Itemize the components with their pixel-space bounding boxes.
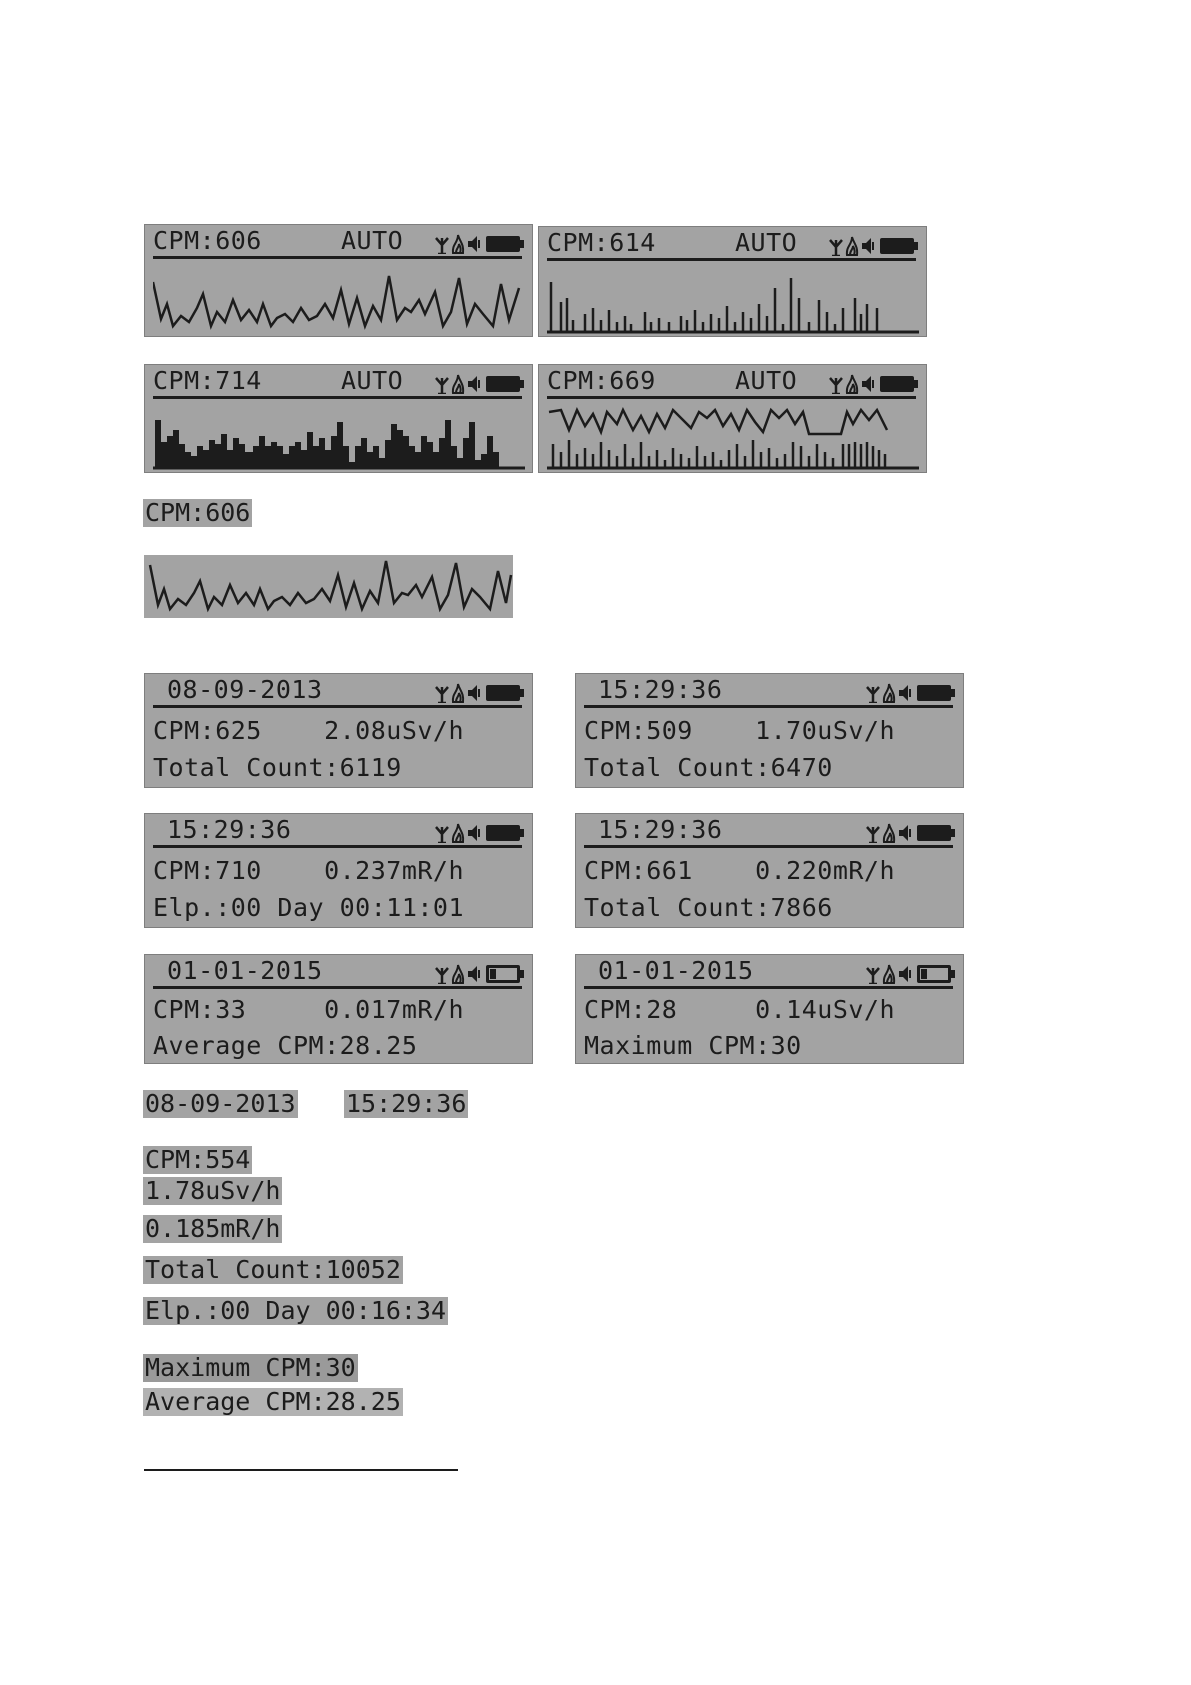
- screen-header: [153, 815, 522, 848]
- cpm-spike-chart: [547, 268, 919, 334]
- average-cpm-snippet: Average CPM:28.25: [145, 1387, 401, 1416]
- cpm-label: CPM:669: [547, 366, 656, 395]
- cpm-history-chart: [153, 264, 525, 334]
- screen-header: [584, 815, 953, 848]
- graph-screen-1: [144, 224, 533, 337]
- status-icons: [866, 823, 951, 843]
- screen-header: [584, 675, 953, 708]
- status-icons: [866, 964, 951, 984]
- status-icons: [829, 374, 914, 394]
- text-screen-2: [575, 673, 964, 788]
- antenna-icon: [866, 823, 880, 843]
- date-snippet: 08-09-2013: [145, 1089, 296, 1118]
- speaker-icon: [467, 374, 481, 394]
- cpm-graph-snippet: [144, 555, 513, 618]
- status-icons: [435, 964, 520, 984]
- screen-header: [153, 226, 522, 259]
- elapsed-snippet: Elp.:00 Day 00:16:34: [145, 1296, 447, 1325]
- speaker-icon: [898, 683, 912, 703]
- cpm-bar-chart: [153, 406, 525, 470]
- flame-icon: [882, 823, 896, 843]
- graph-screen-4: [538, 364, 927, 473]
- battery-full-icon: [486, 236, 520, 252]
- detail-line: Maximum CPM:30: [584, 1031, 802, 1060]
- detail-line: Total Count:6470: [584, 753, 833, 782]
- battery-full-icon: [880, 238, 914, 254]
- speaker-icon: [898, 823, 912, 843]
- battery-full-icon: [486, 376, 520, 392]
- speaker-icon: [467, 964, 481, 984]
- header-time: 15:29:36: [167, 815, 292, 844]
- battery-low-icon: [917, 965, 951, 983]
- header-date: 01-01-2015: [598, 956, 754, 985]
- speaker-icon: [467, 234, 481, 254]
- text-screen-1: [144, 673, 533, 788]
- detail-line: Average CPM:28.25: [153, 1031, 418, 1060]
- header-date: 01-01-2015: [167, 956, 323, 985]
- status-icons: [435, 234, 520, 254]
- reading-line: CPM:33 0.017mR/h: [153, 995, 465, 1024]
- flame-icon: [845, 236, 859, 256]
- battery-low-icon: [486, 965, 520, 983]
- screen-header: [153, 675, 522, 708]
- mode-label: AUTO: [341, 366, 404, 395]
- text-screen-4: [575, 813, 964, 928]
- mode-label: AUTO: [341, 226, 404, 255]
- battery-full-icon: [486, 825, 520, 841]
- status-icons: [435, 374, 520, 394]
- cpm-label: CPM:714: [153, 366, 262, 395]
- time-snippet: 15:29:36: [346, 1089, 467, 1118]
- status-icons: [435, 683, 520, 703]
- text-screen-3: [144, 813, 533, 928]
- flame-icon: [882, 964, 896, 984]
- antenna-icon: [435, 964, 449, 984]
- total-count-snippet: Total Count:10052: [145, 1255, 401, 1284]
- antenna-icon: [829, 236, 843, 256]
- screen-header: [547, 366, 916, 399]
- antenna-icon: [435, 374, 449, 394]
- cpm-label: CPM:606: [153, 226, 262, 255]
- screen-header: [153, 956, 522, 989]
- battery-full-icon: [486, 685, 520, 701]
- flame-icon: [451, 374, 465, 394]
- reading-line: CPM:625 2.08uSv/h: [153, 716, 465, 745]
- antenna-icon: [435, 683, 449, 703]
- antenna-icon: [435, 823, 449, 843]
- cpm-label: CPM:614: [547, 228, 656, 257]
- flame-icon: [451, 823, 465, 843]
- status-icons: [435, 823, 520, 843]
- detail-line: Total Count:7866: [584, 893, 833, 922]
- detail-line: Elp.:00 Day 00:11:01: [153, 893, 465, 922]
- graph-screen-3: [144, 364, 533, 473]
- speaker-icon: [467, 683, 481, 703]
- cpm-combined-chart: [547, 404, 919, 470]
- maximum-cpm-snippet: Maximum CPM:30: [145, 1353, 356, 1382]
- flame-icon: [451, 964, 465, 984]
- header-date: 08-09-2013: [167, 675, 323, 704]
- speaker-icon: [861, 374, 875, 394]
- battery-full-icon: [917, 825, 951, 841]
- mode-label: AUTO: [735, 366, 798, 395]
- graph-screen-2: [538, 226, 927, 337]
- text-screen-5: [144, 954, 533, 1064]
- flame-icon: [451, 234, 465, 254]
- flame-icon: [845, 374, 859, 394]
- reading-line: CPM:710 0.237mR/h: [153, 856, 465, 885]
- status-icons: [866, 683, 951, 703]
- divider-line: [144, 1469, 458, 1471]
- antenna-icon: [435, 234, 449, 254]
- reading-line: CPM:28 0.14uSv/h: [584, 995, 896, 1024]
- screen-header: [584, 956, 953, 989]
- screen-header: [153, 366, 522, 399]
- text-screen-6: [575, 954, 964, 1064]
- detail-line: Total Count:6119: [153, 753, 402, 782]
- header-time: 15:29:36: [598, 815, 723, 844]
- antenna-icon: [866, 683, 880, 703]
- mr-snippet: 0.185mR/h: [145, 1214, 281, 1243]
- usv-snippet: 1.78uSv/h: [145, 1176, 281, 1205]
- antenna-icon: [829, 374, 843, 394]
- flame-icon: [451, 683, 465, 703]
- speaker-icon: [861, 236, 875, 256]
- flame-icon: [882, 683, 896, 703]
- reading-line: CPM:661 0.220mR/h: [584, 856, 896, 885]
- battery-full-icon: [880, 376, 914, 392]
- header-time: 15:29:36: [598, 675, 723, 704]
- screen-header: [547, 228, 916, 261]
- mode-label: AUTO: [735, 228, 798, 257]
- cpm-snippet: CPM:554: [145, 1145, 251, 1174]
- battery-full-icon: [917, 685, 951, 701]
- cpm-label-snippet: CPM:606: [145, 498, 251, 527]
- cpm-history-chart: [144, 555, 513, 618]
- speaker-icon: [467, 823, 481, 843]
- status-icons: [829, 236, 914, 256]
- reading-line: CPM:509 1.70uSv/h: [584, 716, 896, 745]
- speaker-icon: [898, 964, 912, 984]
- antenna-icon: [866, 964, 880, 984]
